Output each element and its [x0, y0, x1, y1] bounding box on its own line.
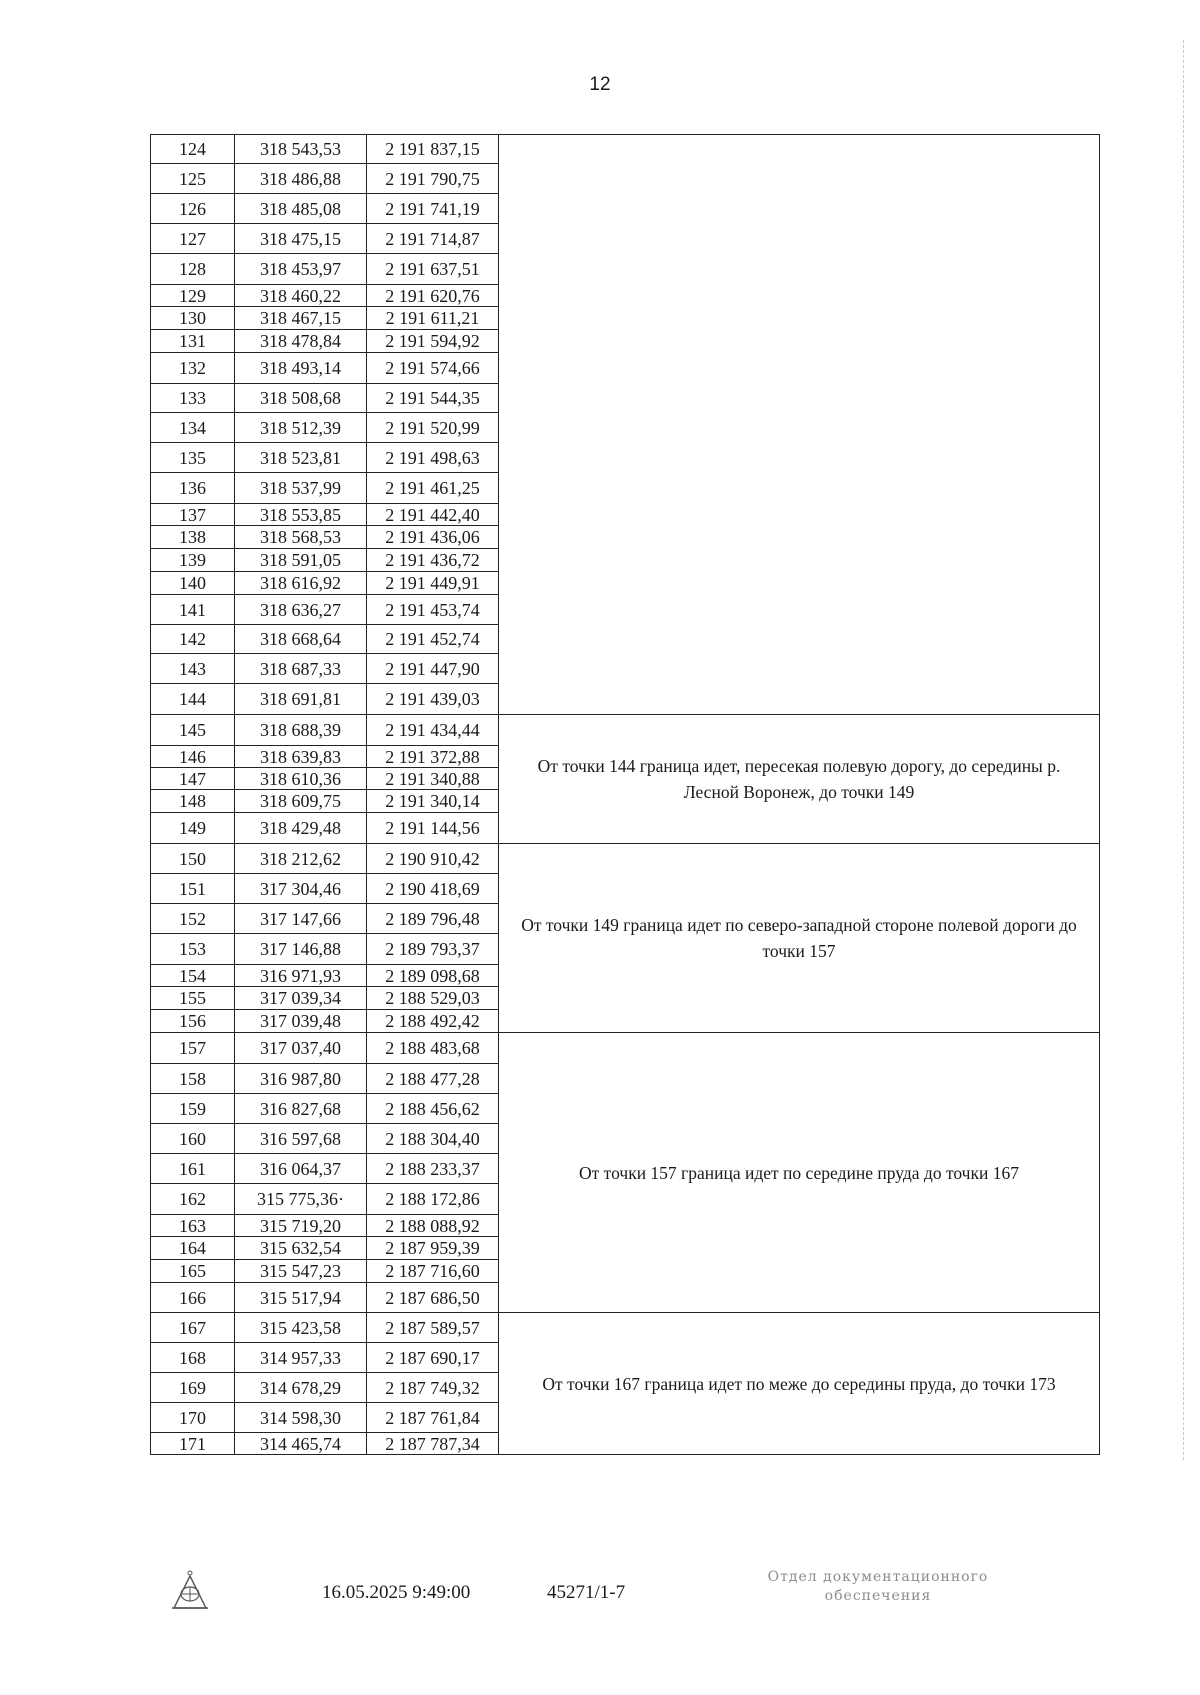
- point-number-cell: 149: [151, 813, 235, 844]
- y-coordinate-cell: 2 191 439,03: [367, 684, 499, 715]
- y-coordinate-cell: 2 191 837,15: [367, 135, 499, 164]
- y-coordinate-cell: 2 191 461,25: [367, 473, 499, 504]
- x-coordinate-cell: 318 691,81: [235, 684, 367, 715]
- x-coordinate-cell: 314 957,33: [235, 1343, 367, 1373]
- y-coordinate-cell: 2 187 749,32: [367, 1373, 499, 1403]
- x-coordinate-cell: 318 591,05: [235, 549, 367, 572]
- footer-date: 16.05.2025 9:49:00: [322, 1582, 471, 1603]
- point-number-cell: 127: [151, 224, 235, 254]
- y-coordinate-cell: 2 191 741,19: [367, 194, 499, 224]
- table-row: [151, 844, 1100, 874]
- y-coordinate-cell: 2 188 529,03: [367, 987, 499, 1010]
- y-coordinate-cell: 2 191 434,44: [367, 715, 499, 746]
- y-coordinate-cell: 2 191 436,06: [367, 526, 499, 549]
- x-coordinate-cell: 318 610,36: [235, 768, 367, 790]
- y-coordinate-cell: 2 191 144,56: [367, 813, 499, 844]
- y-coordinate-cell: 2 191 520,99: [367, 413, 499, 443]
- x-coordinate-cell: 318 636,27: [235, 595, 367, 625]
- x-coordinate-cell: 316 971,93: [235, 965, 367, 987]
- y-coordinate-cell: 2 188 304,40: [367, 1124, 499, 1154]
- point-number-cell: 153: [151, 934, 235, 965]
- point-number-cell: 165: [151, 1260, 235, 1283]
- point-number-cell: 151: [151, 874, 235, 904]
- point-number-cell: 145: [151, 715, 235, 746]
- y-coordinate-cell: 2 191 714,87: [367, 224, 499, 254]
- point-number-cell: 150: [151, 844, 235, 874]
- point-number-cell: 163: [151, 1215, 235, 1237]
- x-coordinate-cell: 314 465,74: [235, 1433, 367, 1455]
- x-coordinate-cell: 315 632,54: [235, 1237, 367, 1260]
- point-number-cell: 159: [151, 1094, 235, 1124]
- page-number: 12: [589, 74, 611, 95]
- coordinates-table-body: [151, 135, 1100, 1455]
- x-coordinate-cell: 318 478,84: [235, 330, 367, 353]
- y-coordinate-cell: 2 191 574,66: [367, 353, 499, 384]
- point-number-cell: 143: [151, 654, 235, 684]
- x-coordinate-cell: 318 537,99: [235, 473, 367, 504]
- table-row: [151, 715, 1100, 746]
- y-coordinate-cell: 2 191 620,76: [367, 285, 499, 307]
- x-coordinate-cell: 318 467,15: [235, 307, 367, 330]
- point-number-cell: 140: [151, 572, 235, 595]
- y-coordinate-cell: 2 190 418,69: [367, 874, 499, 904]
- boundary-description-cell: От точки 157 граница идет по середине пруда до точки 167: [499, 1033, 1100, 1313]
- y-coordinate-cell: 2 188 483,68: [367, 1033, 499, 1064]
- y-coordinate-cell: 2 187 761,84: [367, 1403, 499, 1433]
- y-coordinate-cell: 2 191 372,88: [367, 746, 499, 768]
- point-number-cell: 136: [151, 473, 235, 504]
- y-coordinate-cell: 2 187 716,60: [367, 1260, 499, 1283]
- point-number-cell: 152: [151, 904, 235, 934]
- x-coordinate-cell: 316 597,68: [235, 1124, 367, 1154]
- point-number-cell: 133: [151, 384, 235, 413]
- y-coordinate-cell: 2 188 477,28: [367, 1064, 499, 1094]
- point-number-cell: 160: [151, 1124, 235, 1154]
- point-number-cell: 138: [151, 526, 235, 549]
- point-number-cell: 155: [151, 987, 235, 1010]
- x-coordinate-cell: 316 987,80: [235, 1064, 367, 1094]
- y-coordinate-cell: 2 188 492,42: [367, 1010, 499, 1033]
- y-coordinate-cell: 2 187 959,39: [367, 1237, 499, 1260]
- point-number-cell: 157: [151, 1033, 235, 1064]
- y-coordinate-cell: 2 191 611,21: [367, 307, 499, 330]
- point-number-cell: 162: [151, 1184, 235, 1215]
- x-coordinate-cell: 318 485,08: [235, 194, 367, 224]
- y-coordinate-cell: 2 189 793,37: [367, 934, 499, 965]
- x-coordinate-cell: 318 616,92: [235, 572, 367, 595]
- y-coordinate-cell: 2 191 790,75: [367, 164, 499, 194]
- x-coordinate-cell: 316 827,68: [235, 1094, 367, 1124]
- x-coordinate-cell: 318 429,48: [235, 813, 367, 844]
- x-coordinate-cell: 318 688,39: [235, 715, 367, 746]
- y-coordinate-cell: 2 189 796,48: [367, 904, 499, 934]
- x-coordinate-cell: 317 039,48: [235, 1010, 367, 1033]
- point-number-cell: 139: [151, 549, 235, 572]
- x-coordinate-cell: 318 553,85: [235, 504, 367, 526]
- y-coordinate-cell: 2 188 088,92: [367, 1215, 499, 1237]
- point-number-cell: 129: [151, 285, 235, 307]
- boundary-description-cell: От точки 144 граница идет, пересекая полевую дорогу, до середины р. Лесной Воронеж, до точки 149: [499, 715, 1100, 844]
- x-coordinate-cell: 315 775,36·: [235, 1184, 367, 1215]
- point-number-cell: 166: [151, 1283, 235, 1313]
- point-number-cell: 137: [151, 504, 235, 526]
- point-number-cell: 124: [151, 135, 235, 164]
- x-coordinate-cell: 315 547,23: [235, 1260, 367, 1283]
- y-coordinate-cell: 2 191 544,35: [367, 384, 499, 413]
- y-coordinate-cell: 2 191 447,90: [367, 654, 499, 684]
- point-number-cell: 168: [151, 1343, 235, 1373]
- x-coordinate-cell: 318 460,22: [235, 285, 367, 307]
- point-number-cell: 142: [151, 625, 235, 654]
- y-coordinate-cell: 2 188 456,62: [367, 1094, 499, 1124]
- footer-document-code: 45271/1-7: [547, 1582, 626, 1603]
- y-coordinate-cell: 2 191 340,88: [367, 768, 499, 790]
- x-coordinate-cell: 317 037,40: [235, 1033, 367, 1064]
- point-number-cell: 148: [151, 790, 235, 813]
- point-number-cell: 128: [151, 254, 235, 285]
- y-coordinate-cell: 2 191 453,74: [367, 595, 499, 625]
- x-coordinate-cell: 315 719,20: [235, 1215, 367, 1237]
- y-coordinate-cell: 2 187 690,17: [367, 1343, 499, 1373]
- y-coordinate-cell: 2 191 449,91: [367, 572, 499, 595]
- point-number-cell: 156: [151, 1010, 235, 1033]
- point-number-cell: 125: [151, 164, 235, 194]
- x-coordinate-cell: 318 687,33: [235, 654, 367, 684]
- table-row: [151, 135, 1100, 164]
- x-coordinate-cell: 315 423,58: [235, 1313, 367, 1343]
- point-number-cell: 130: [151, 307, 235, 330]
- x-coordinate-cell: 318 568,53: [235, 526, 367, 549]
- x-coordinate-cell: 318 512,39: [235, 413, 367, 443]
- y-coordinate-cell: 2 189 098,68: [367, 965, 499, 987]
- y-coordinate-cell: 2 191 436,72: [367, 549, 499, 572]
- point-number-cell: 158: [151, 1064, 235, 1094]
- y-coordinate-cell: 2 191 498,63: [367, 443, 499, 473]
- boundary-description-cell: [499, 135, 1100, 715]
- x-coordinate-cell: 318 453,97: [235, 254, 367, 285]
- stamp-line-1: Отдел документационного: [767, 1569, 989, 1585]
- x-coordinate-cell: 318 212,62: [235, 844, 367, 874]
- y-coordinate-cell: 2 187 589,57: [367, 1313, 499, 1343]
- x-coordinate-cell: 317 147,66: [235, 904, 367, 934]
- point-number-cell: 146: [151, 746, 235, 768]
- x-coordinate-cell: 316 064,37: [235, 1154, 367, 1184]
- y-coordinate-cell: 2 191 340,14: [367, 790, 499, 813]
- table-row: [151, 1033, 1100, 1064]
- point-number-cell: 132: [151, 353, 235, 384]
- x-coordinate-cell: 318 639,83: [235, 746, 367, 768]
- x-coordinate-cell: 318 609,75: [235, 790, 367, 813]
- y-coordinate-cell: 2 191 637,51: [367, 254, 499, 285]
- y-coordinate-cell: 2 191 452,74: [367, 625, 499, 654]
- x-coordinate-cell: 317 304,46: [235, 874, 367, 904]
- point-number-cell: 171: [151, 1433, 235, 1455]
- point-number-cell: 144: [151, 684, 235, 715]
- scan-edge-mark: [1183, 40, 1184, 1460]
- point-number-cell: 131: [151, 330, 235, 353]
- x-coordinate-cell: 318 523,81: [235, 443, 367, 473]
- stamp-line-2: обеспечения: [824, 1588, 932, 1604]
- x-coordinate-cell: 317 039,34: [235, 987, 367, 1010]
- point-number-cell: 141: [151, 595, 235, 625]
- y-coordinate-cell: 2 191 442,40: [367, 504, 499, 526]
- point-number-cell: 164: [151, 1237, 235, 1260]
- point-number-cell: 161: [151, 1154, 235, 1184]
- x-coordinate-cell: 315 517,94: [235, 1283, 367, 1313]
- coordinates-table: [150, 134, 1100, 1455]
- point-number-cell: 126: [151, 194, 235, 224]
- y-coordinate-cell: 2 187 787,34: [367, 1433, 499, 1455]
- point-number-cell: 169: [151, 1373, 235, 1403]
- x-coordinate-cell: 318 493,14: [235, 353, 367, 384]
- x-coordinate-cell: 318 668,64: [235, 625, 367, 654]
- y-coordinate-cell: 2 190 910,42: [367, 844, 499, 874]
- point-number-cell: 154: [151, 965, 235, 987]
- y-coordinate-cell: 2 187 686,50: [367, 1283, 499, 1313]
- point-number-cell: 147: [151, 768, 235, 790]
- x-coordinate-cell: 317 146,88: [235, 934, 367, 965]
- point-number-cell: 170: [151, 1403, 235, 1433]
- table-row: [151, 1313, 1100, 1343]
- x-coordinate-cell: 314 678,29: [235, 1373, 367, 1403]
- point-number-cell: 134: [151, 413, 235, 443]
- x-coordinate-cell: 318 486,88: [235, 164, 367, 194]
- x-coordinate-cell: 318 475,15: [235, 224, 367, 254]
- x-coordinate-cell: 318 508,68: [235, 384, 367, 413]
- point-number-cell: 167: [151, 1313, 235, 1343]
- x-coordinate-cell: 314 598,30: [235, 1403, 367, 1433]
- department-stamp: [708, 1568, 1048, 1606]
- x-coordinate-cell: 318 543,53: [235, 135, 367, 164]
- boundary-description-cell: От точки 167 граница идет по меже до середины пруда, до точки 173: [499, 1313, 1100, 1455]
- point-number-cell: 135: [151, 443, 235, 473]
- y-coordinate-cell: 2 191 594,92: [367, 330, 499, 353]
- y-coordinate-cell: 2 188 233,37: [367, 1154, 499, 1184]
- logo-icon: [168, 1570, 212, 1610]
- y-coordinate-cell: 2 188 172,86: [367, 1184, 499, 1215]
- boundary-description-cell: От точки 149 граница идет по северо-западной стороне полевой дороги до точки 157: [499, 844, 1100, 1033]
